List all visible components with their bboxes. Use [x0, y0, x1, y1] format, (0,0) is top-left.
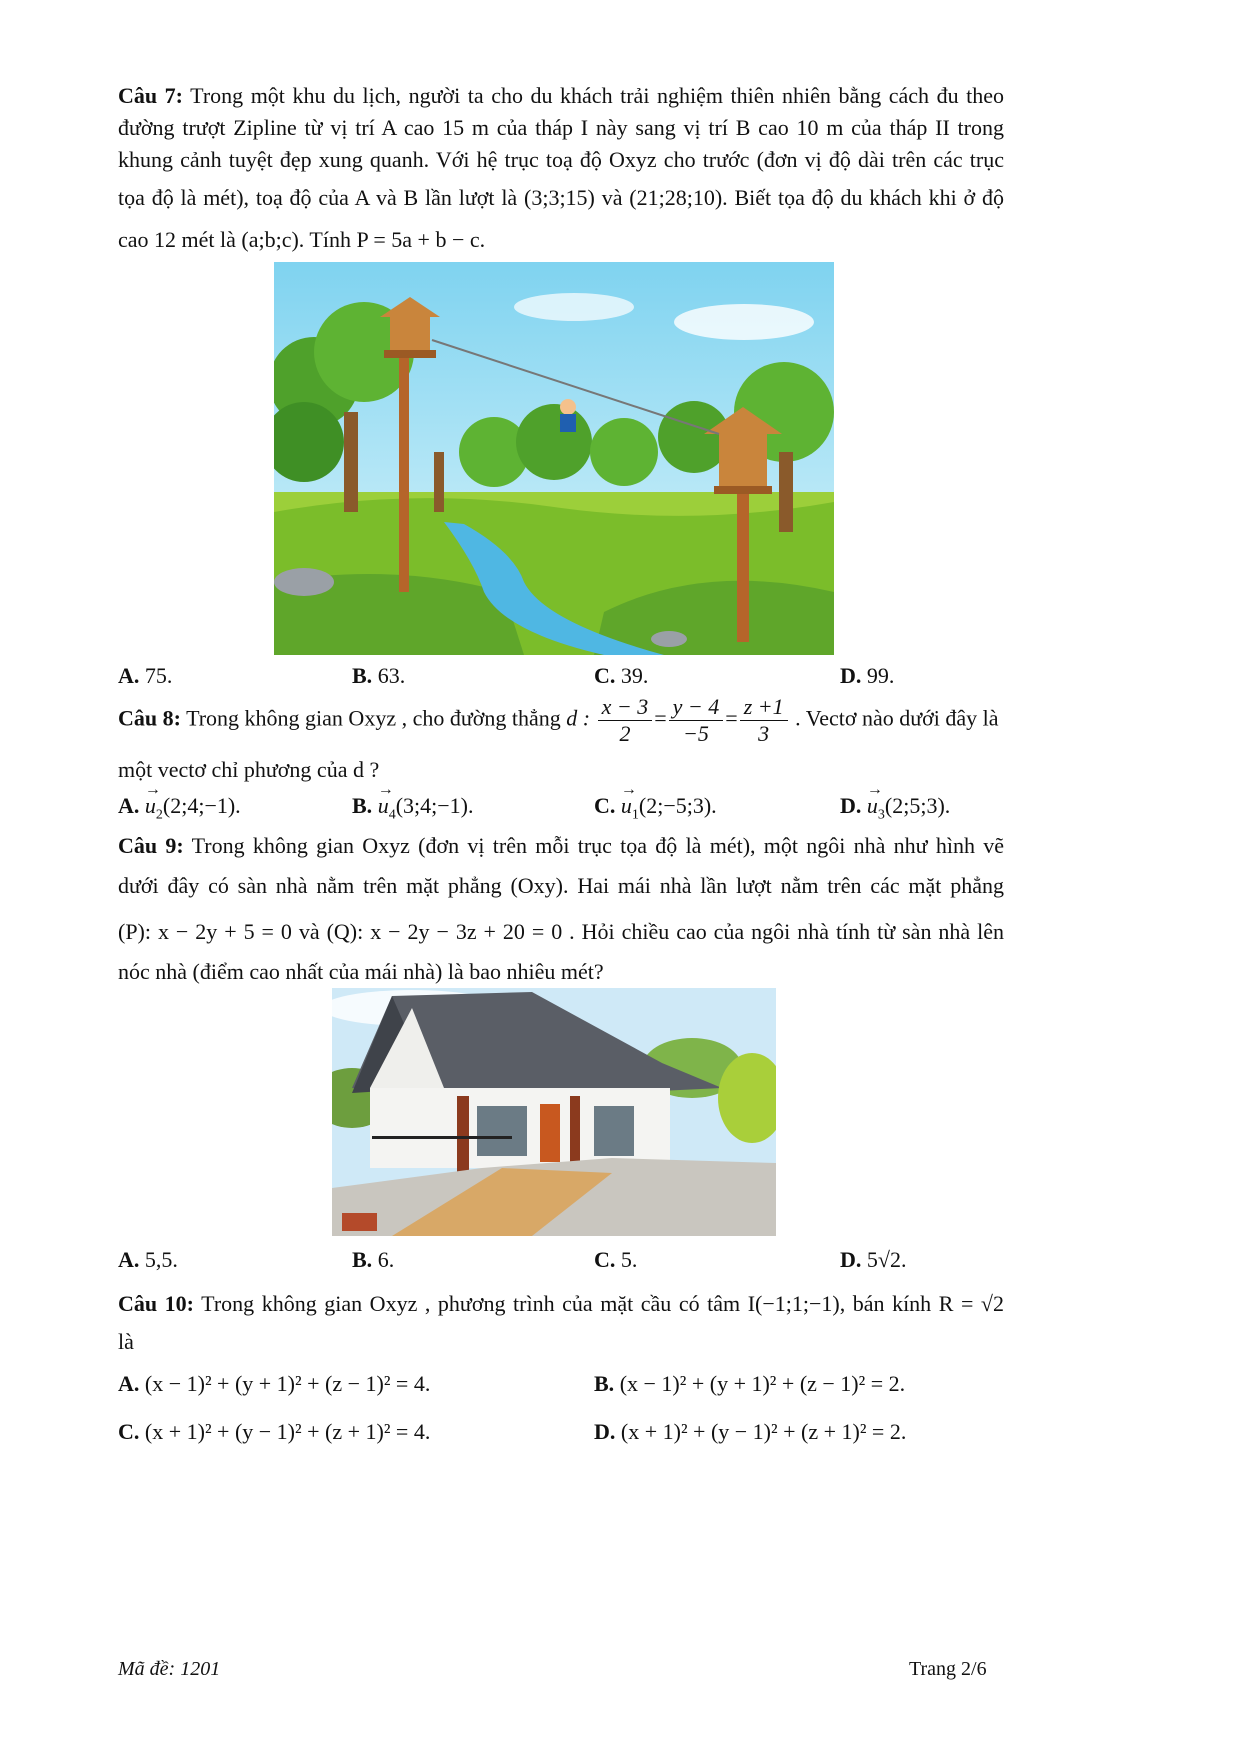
fraction-x: $\frac{x - 3}{2}$	[598, 694, 653, 747]
q10-option-d[interactable]: D. (x + 1)² + (y − 1)² + (z + 1)² = 2.	[594, 1419, 907, 1444]
q10-line2: là	[118, 1329, 134, 1354]
house-scene-image	[332, 988, 776, 1236]
q8-line1: Câu 8: Trong không gian Oxyz , cho đường thẳng d : $\frac{x - 3}{2}$ = $\frac{y - 4}{-5}$ = $\frac{z +1}{3}$ . Vectơ nào dưới đây là	[118, 694, 999, 746]
q8-line2: một vectơ chỉ phương của d ?	[118, 757, 380, 782]
q7-option-b[interactable]: B. 63.	[352, 663, 406, 688]
q9-option-a[interactable]: A. 5,5.	[118, 1247, 178, 1272]
q9-line1: Câu 9: Trong không gian Oxyz (đơn vị trên mỗi trục tọa độ là mét), một ngôi nhà như hình vẽ	[118, 833, 1004, 858]
q8-option-c[interactable]: C. → $u_1(2;-5;3)$.	[594, 794, 717, 827]
q9-option-b[interactable]: B. 6.	[352, 1247, 395, 1272]
q10-option-c[interactable]: C. (x + 1)² + (y − 1)² + (z + 1)² = 4.	[118, 1419, 431, 1444]
house-photo	[332, 988, 776, 1236]
page-number: Trang 2/6	[909, 1658, 987, 1680]
fraction-z: $\frac{z +1}{3}$	[740, 694, 788, 747]
q9-option-c[interactable]: C. 5.	[594, 1247, 638, 1272]
q7-line5: cao 12 mét là (a;b;c). Tính P = 5a + b − c.	[118, 227, 486, 252]
q7-label: Câu 7:	[118, 83, 183, 108]
zipline-illustration	[274, 262, 834, 655]
q9-line3: (P): x − 2y + 5 = 0 và (Q): x − 2y − 3z + 20 = 0 . Hỏi chiều cao của ngôi nhà tính từ sàn nhà lên	[118, 919, 1004, 944]
q8-label: Câu 8:	[118, 705, 181, 731]
q7-option-d[interactable]: D. 99.	[840, 663, 895, 688]
q10-line1: Câu 10: Trong không gian Oxyz , phương trình của mặt cầu có tâm I(−1;1;−1), bán kính R = √2	[118, 1291, 1004, 1316]
q10-option-b[interactable]: B. (x − 1)² + (y + 1)² + (z − 1)² = 2.	[594, 1371, 906, 1396]
q7-option-c[interactable]: C. 39.	[594, 663, 649, 688]
q7-line1: Câu 7: Trong một khu du lịch, người ta cho du khách trải nghiệm thiên nhiên bằng cách đu theo	[118, 83, 1005, 108]
q9-line2: dưới đây có sàn nhà nằm trên mặt phẳng (Oxy). Hai mái nhà lần lượt nằm trên các mặt phẳng	[118, 873, 1004, 898]
q8-option-a[interactable]: A. → $u_2(2;4;-1)$.	[118, 794, 241, 827]
q8-option-d[interactable]: D. → $u_3(2;5;3)$.	[840, 794, 950, 827]
q7-line3: khung cảnh tuyệt đẹp xung quanh. Với hệ trục toạ độ Oxyz cho trước (đơn vị độ dài trên các trục	[118, 147, 1004, 172]
q8-option-b[interactable]: B. → $u_4(3;4;-1)$.	[352, 794, 473, 827]
q7-option-a[interactable]: A. 75.	[118, 663, 173, 688]
q10-option-a[interactable]: A. (x − 1)² + (y + 1)² + (z − 1)² = 4.	[118, 1371, 431, 1396]
q9-option-d[interactable]: D. 5√2.	[840, 1247, 907, 1272]
q7-line2: đường trượt Zipline từ vị trí A cao 15 m của tháp I này sang vị trí B cao 10 m của tháp II trong	[118, 115, 1004, 140]
q7-line4: tọa độ là mét), toạ độ của A và B lần lượt là (3;3;15) và (21;28;10). Biết tọa độ du khách khi ở độ	[118, 185, 1004, 210]
q9-line4: nóc nhà (điểm cao nhất của mái nhà) là bao nhiêu mét?	[118, 959, 604, 984]
fraction-y: $\frac{y - 4}{-5}$	[669, 694, 724, 747]
zipline-scene-image	[274, 262, 834, 655]
q9-label: Câu 9:	[118, 833, 184, 858]
q10-label: Câu 10:	[118, 1291, 194, 1316]
exam-code: Mã đề: 1201	[118, 1658, 221, 1680]
